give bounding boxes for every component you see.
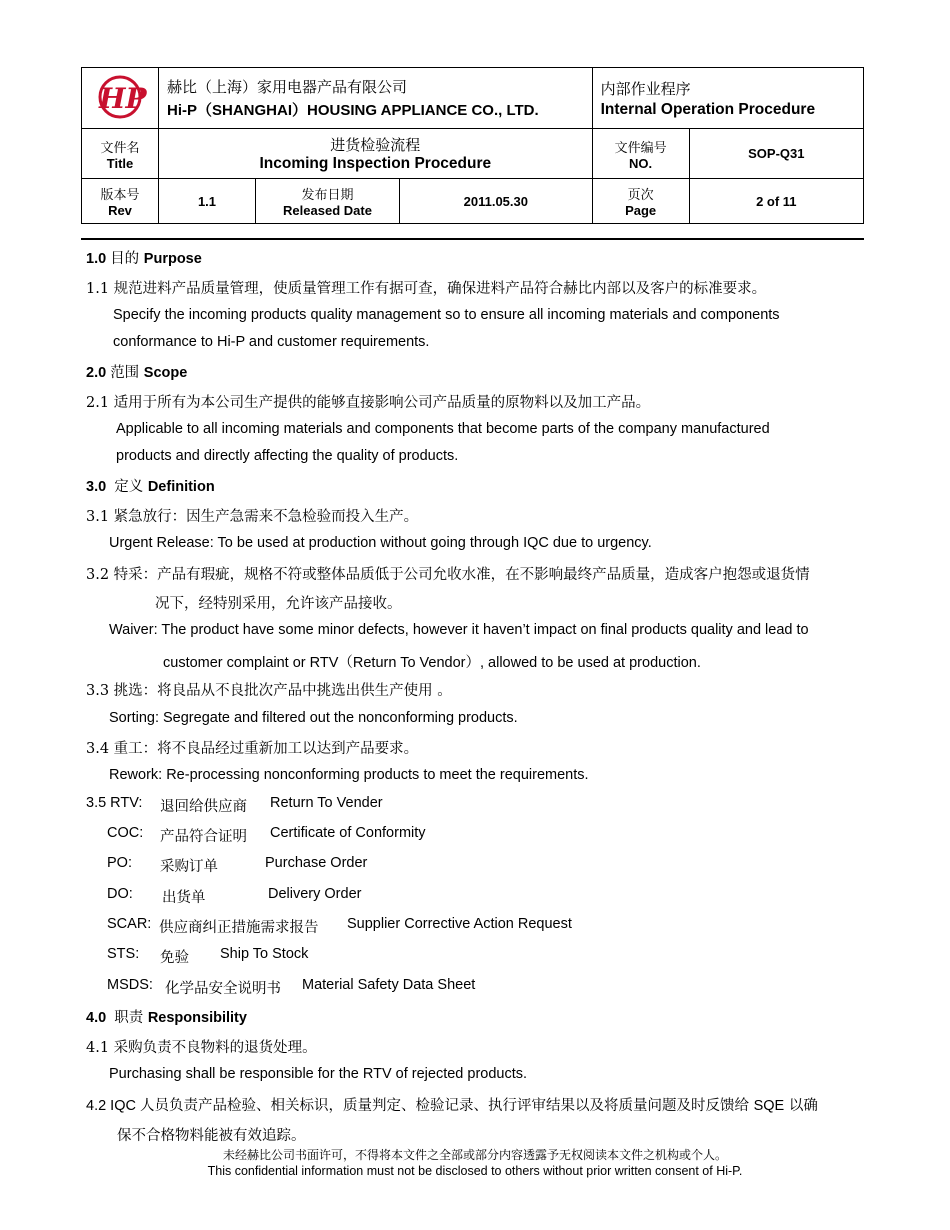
para-3-3-en: Sorting: Segregate and filtered out the nonconforming products. [109,710,518,726]
footer-confidential-en: This confidential information must not be disclosed to others without prior written consent of Hi-P. [207,1164,743,1178]
para-3-1-en: Urgent Release: To be used at production without going through IQC due to urgency. [109,535,652,551]
doc-title-en: Incoming Inspection Procedure [259,155,492,172]
date-label-cell [256,179,400,224]
document-header-table [81,67,864,224]
page-label-cell [592,179,689,224]
docno-label-en: NO. [629,155,653,171]
para-1-1-cn: 1.1 规范进料产品质量管理，使质量管理工作有据可查，确保进料产品符合赫比内部以及客户的标准要求。 [86,281,767,297]
abbrev-do: DO: 出货单 Delivery Order [107,886,362,906]
para-3-2-cn-1: 3.2 特采：产品有瑕疵，规格不符或整体品质低于公司允收水准，在不影响最终产品质量，造成客户抱怨或退货情 [86,567,810,583]
footer-confidential-cn: 未经赫比公司书面许可，不得将本文件之全部或部分内容透露予无权阅读本文件之机构或个人。 [222,1148,727,1162]
para-4-1-en: Purchasing shall be responsible for the RTV of rejected products. [109,1066,528,1082]
page-label-cn: 页次 [627,188,654,203]
section-2-heading: 2.0 范围 Scope [86,365,188,381]
abbrev-rtv: 3.5 RTV: 退回给供应商 Return To Vender [86,795,383,815]
abbrev-msds: MSDS: 化学品安全说明书 Material Safety Data Sheet [107,977,476,997]
doc-number: SOP-Q31 [689,129,863,179]
page-label-en: Page [625,203,657,218]
docno-label-cn: 文件编号 [614,140,667,156]
abbrev-po: PO: 采购订单 Purchase Order [107,855,368,875]
doc-type-cell [592,68,863,129]
abbrev-coc: COC: 产品符合证明 Certificate of Conformity [107,825,426,845]
date-label-cn: 发布日期 [301,188,354,203]
para-4-2-cn-2: 保不合格物料能被有效追踪。 [117,1128,306,1144]
section-1-heading: 1.0 目的 Purpose [86,251,202,267]
para-3-4-cn: 3.4 重工：将不良品经过重新加工以达到产品要求。 [86,741,419,757]
logo-cell [82,68,159,129]
company-name-cn: 赫比（上海）家用电器产品有限公司 [167,78,408,96]
para-3-2-en-2: customer complaint or RTV（Return To Vendor）, allowed to be used at production. [163,655,701,671]
abbrev-sts: STS: 免验 Ship To Stock [107,946,309,966]
rev-label-cn: 版本号 [100,188,140,203]
title-label-cn: 文件名 [100,140,140,156]
company-name-en: Hi-P（SHANGHAI）HOUSING APPLIANCE CO., LTD. [167,102,539,119]
hi-p-logo [89,74,151,120]
para-1-1-en-2: conformance to Hi-P and customer requirements. [113,334,430,350]
para-4-2-cn-1: 4.2 IQC 人员负责产品检验、相关标识，质量判定、检验记录、执行评审结果以及将质量问题及时反馈给 SQE 以确 [86,1098,818,1114]
doc-type-en: Internal Operation Procedure [600,100,816,118]
abbrev-scar: SCAR: 供应商纠正措施需求报告 Supplier Corrective Action Request [107,916,572,936]
revision-value: 1.1 [159,179,256,224]
page-number: 2 of 11 [689,179,863,224]
para-1-1-en-1: Specify the incoming products quality management so to ensure all incoming materials and components [113,307,780,323]
para-3-2-en-1: Waiver: The product have some minor defects, however it haven’t impact on final products quality and lead to [109,622,809,638]
doc-title-cn: 进货检验流程 [330,136,421,154]
rev-label-en: Rev [108,203,132,218]
title-cell [159,129,593,179]
title-label-cell [82,129,159,179]
section-4-heading: 4.0 职责 Responsibility [86,1010,247,1026]
docno-label-cell [592,129,689,179]
title-label-en: Title [106,155,134,171]
released-date: 2011.05.30 [400,179,593,224]
rev-label-cell [82,179,159,224]
para-3-2-cn-2: 况下，经特别采用，允许该产品接收。 [155,596,402,612]
para-2-1-en-1: Applicable to all incoming materials and components that become parts of the company manufactured [116,421,770,437]
section-3-heading: 3.0 定义 Definition [86,479,215,495]
header-divider [81,238,864,240]
para-4-1-cn: 4.1 采购负责不良物料的退货处理。 [86,1040,317,1056]
doc-type-cn: 内部作业程序 [600,79,691,98]
para-3-4-en: Rework: Re-processing nonconforming products to meet the requirements. [109,767,589,783]
para-2-1-en-2: products and directly affecting the quality of products. [116,448,459,464]
svg-text:HP: HP [99,81,147,115]
para-3-1-cn: 3.1 紧急放行：因生产急需来不急检验而投入生产。 [86,509,419,525]
para-3-3-cn: 3.3 挑选：将良品从不良批次产品中挑选出供生产使用 。 [86,683,452,699]
company-cell [159,68,593,129]
para-2-1-cn: 2.1 适用于所有为本公司生产提供的能够直接影响公司产品质量的原物料以及加工产品。 [86,395,651,411]
date-label-en: Released Date [283,203,372,218]
